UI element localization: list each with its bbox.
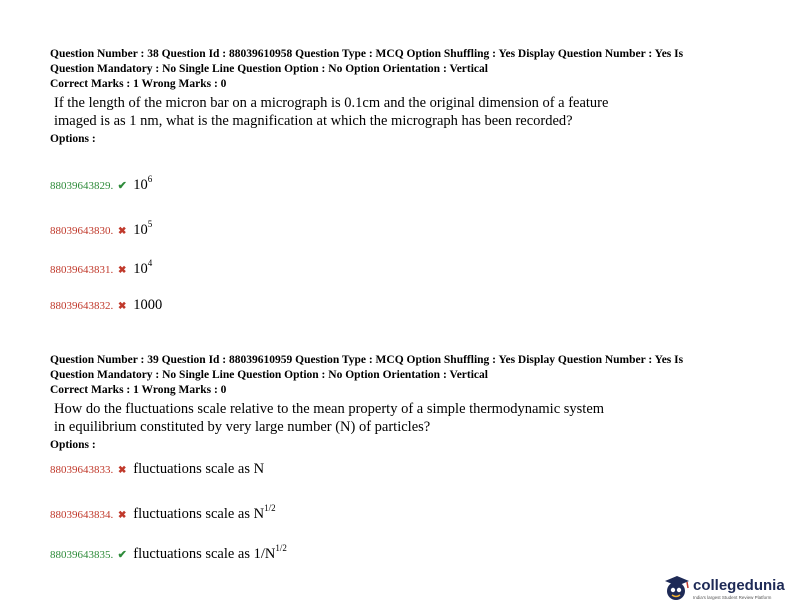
question-text: If the length of the micron bar on a micrograph is 0.1cm and the original dimension of a feature imaged is as 1 nm, what is the magnification at which the micrograph has been recorded? bbox=[54, 95, 609, 129]
option-row bbox=[50, 174, 152, 194]
option-id: 88039643829. bbox=[50, 180, 114, 192]
options-label: Options : bbox=[50, 133, 96, 145]
option-id: 88039643834. bbox=[50, 509, 114, 521]
option-id: 88039643831. bbox=[50, 264, 114, 276]
collegedunia-logo bbox=[663, 575, 788, 605]
option-row bbox=[50, 461, 264, 478]
question-block-39 bbox=[50, 353, 750, 453]
logo-wordmark: collegedunia bbox=[693, 577, 785, 594]
options-label: Options : bbox=[50, 439, 96, 451]
option-row bbox=[50, 543, 287, 563]
option-text: $10^4$ bbox=[133, 258, 153, 277]
cross-icon: ✖ bbox=[118, 226, 127, 237]
graduation-cap-icon bbox=[663, 575, 691, 603]
option-row bbox=[50, 258, 152, 278]
option-row bbox=[50, 503, 276, 523]
option-id: 88039643833. bbox=[50, 464, 114, 476]
option-row bbox=[50, 219, 152, 239]
option-id: 88039643830. bbox=[50, 225, 114, 237]
question-text: How do the fluctuations scale relative to the mean property of a simple thermodynamic system in equilibrium constituted by very large number (N) of particles? bbox=[54, 401, 605, 435]
option-text: $10^5$ bbox=[133, 219, 153, 238]
option-text: 1000 bbox=[133, 297, 163, 313]
question-meta: Question Number : 39 Question Id : 88039610959 Question Type : MCQ Option Shuffling : Yes Display Question Number : Yes Is Question Mandatory : No Single Line Question Option : No Option Orientation : Vertical Correct Marks : 1 Wrong Marks : 0 bbox=[50, 354, 684, 396]
cross-icon: ✖ bbox=[118, 510, 127, 521]
option-text: fluctuations scale as $N^{1/2}$ bbox=[133, 503, 276, 522]
option-text: fluctuations scale as $1/N^{1/2}$ bbox=[133, 543, 287, 562]
check-icon: ✔ bbox=[117, 549, 127, 561]
option-row bbox=[50, 297, 162, 314]
cross-icon: ✖ bbox=[118, 301, 127, 312]
option-id: 88039643835. bbox=[50, 549, 114, 561]
option-text: $10^6$ bbox=[133, 174, 153, 193]
option-id: 88039643832. bbox=[50, 300, 114, 312]
option-text: fluctuations scale as N bbox=[133, 461, 265, 477]
cross-icon: ✖ bbox=[118, 265, 127, 276]
check-icon: ✔ bbox=[117, 180, 127, 192]
logo-tagline: India's largest Student Review Platform bbox=[693, 595, 772, 600]
question-block-38 bbox=[50, 47, 750, 147]
question-meta: Question Number : 38 Question Id : 88039610958 Question Type : MCQ Option Shuffling : Yes Display Question Number : Yes Is Question Mandatory : No Single Line Question Option : No Option Orientation : Vertical Correct Marks : 1 Wrong Marks : 0 bbox=[50, 48, 684, 90]
cross-icon: ✖ bbox=[118, 465, 127, 476]
